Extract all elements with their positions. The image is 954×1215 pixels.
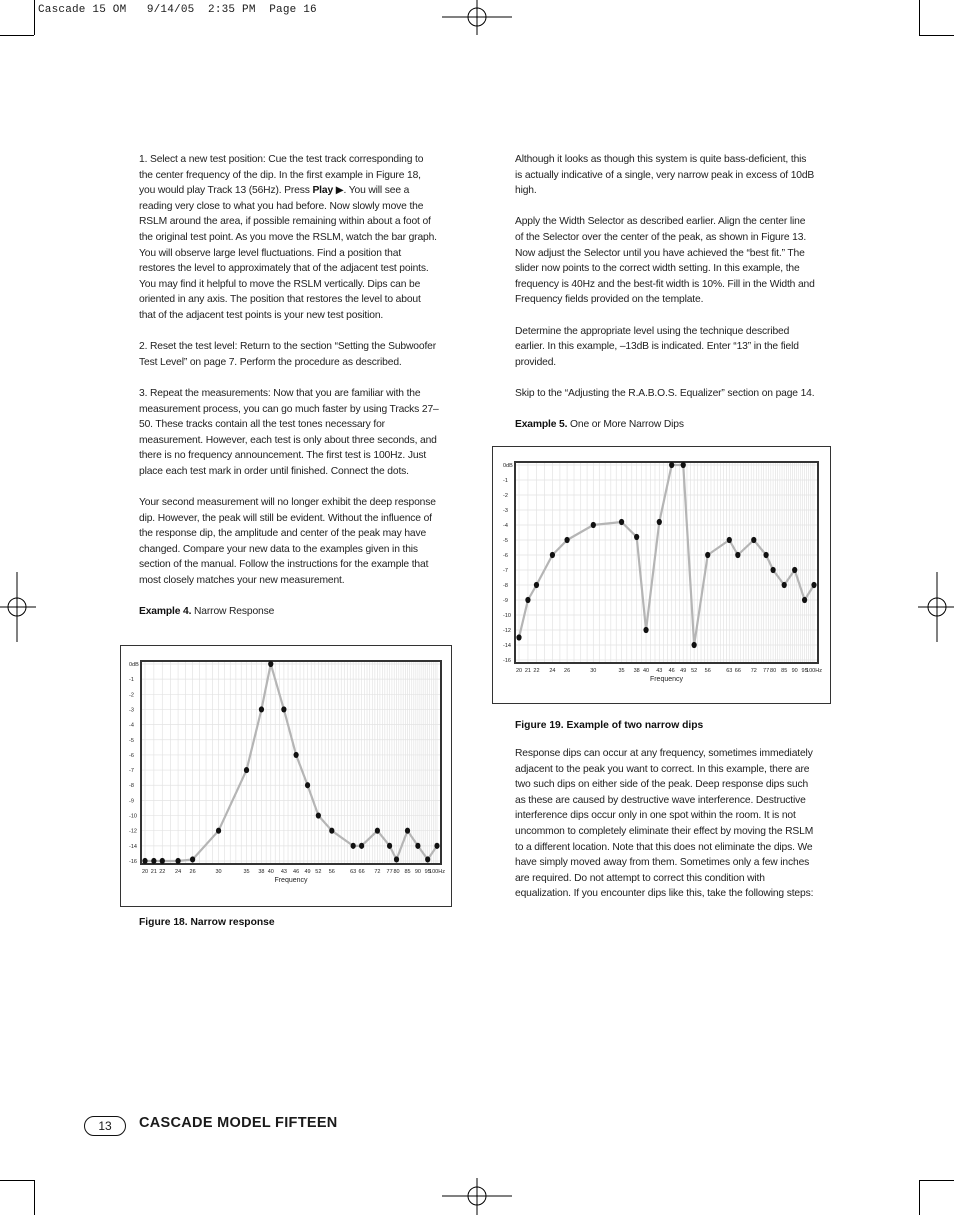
x-tick-label: 22	[159, 869, 166, 875]
data-point	[643, 627, 648, 633]
body-paragraph: Determine the appropriate level using the technique described earlier. In this example, –13dB is indicated. Enter “13” in the field provided.	[515, 325, 799, 368]
y-tick-label: -7	[503, 568, 508, 574]
data-point	[387, 843, 392, 849]
x-tick-label: 40	[642, 668, 650, 674]
x-tick-label: 26	[564, 668, 571, 674]
running-footer-title: CASCADE MODEL FIFTEEN	[139, 1115, 338, 1131]
crop-mark	[919, 35, 954, 36]
x-tick-label: 52	[691, 668, 698, 674]
data-point	[534, 582, 539, 588]
x-tick-label: 43	[280, 869, 287, 875]
crop-mark	[0, 35, 34, 36]
x-tick-label: 52	[315, 869, 322, 875]
data-point	[634, 534, 639, 540]
crop-mark	[919, 1180, 920, 1215]
x-tick-label: 35	[618, 668, 625, 674]
y-tick-label: -16	[129, 859, 137, 865]
print-slug: Cascade 15 OM 9/14/05 2:35 PM Page 16	[38, 4, 317, 16]
data-point	[294, 752, 299, 758]
data-point	[434, 843, 439, 849]
crop-mark	[919, 1180, 954, 1181]
x-tick-label: 22	[533, 668, 540, 674]
x-tick-label: 80	[393, 869, 400, 875]
y-tick-label: 0dB	[503, 463, 513, 469]
data-point	[375, 828, 380, 834]
data-point	[394, 856, 399, 862]
y-tick-label: -10	[503, 613, 511, 619]
body-paragraph: Skip to the “Adjusting the R.A.B.O.S. Equalizer” section on page 14.	[515, 387, 815, 399]
y-tick-label: -10	[129, 813, 137, 820]
y-tick-label: -5	[503, 538, 508, 544]
x-tick-label: 46	[293, 869, 300, 875]
x-tick-label: 66	[358, 869, 365, 875]
y-tick-label: -3	[503, 508, 508, 514]
example-heading: Example 5. One or More Narrow Dips	[515, 419, 684, 431]
data-point	[669, 462, 674, 468]
figure-19-caption: Figure 19. Example of two narrow dips	[515, 720, 704, 731]
figure-19-chart	[492, 446, 831, 704]
data-point	[727, 537, 732, 543]
x-tick-label: 21	[150, 869, 157, 875]
data-point	[811, 582, 816, 588]
y-tick-label: -16	[503, 658, 511, 664]
x-tick-label: 77	[386, 869, 393, 875]
y-tick-label: -14	[129, 843, 137, 850]
data-point	[619, 519, 624, 525]
x-tick-label: 66	[734, 668, 741, 674]
data-point	[516, 634, 521, 640]
y-tick-label: -2	[503, 493, 508, 499]
body-paragraph: Response dips can occur at any frequency, sometimes immediately adjacent to the peak you want to correct. In this example, there are two such dips on either side of the peak. Deep response dips such as these are caused by destructive wave interference. Destructive interference dips occur only in one spot within the room. It is not uncommon to completely eliminate their effect by moving the RSLM to a different location. Note that this does not eliminate the dips. We have simply moved away from them. Sometimes only a few inches are required. Do not attempt to correct this condition with equalization. If you encounter dips like this, take the following steps:	[515, 748, 814, 900]
crop-mark	[34, 1180, 35, 1215]
x-tick-label: 72	[374, 869, 381, 875]
x-tick-label: 95	[424, 869, 431, 875]
figure-18-svg	[121, 646, 451, 906]
data-point	[316, 812, 321, 818]
data-point	[751, 537, 756, 543]
x-tick-label: 30	[590, 668, 597, 674]
right-column-lower	[515, 746, 815, 918]
y-tick-label: -4	[503, 523, 508, 529]
registration-mark-right	[918, 570, 954, 644]
body-paragraph: Although it looks as though this system is quite bass-deficient, this is actually indicative of a single, very narrow peak in excess of 10dB high.	[515, 154, 815, 197]
data-point	[415, 843, 420, 849]
data-point	[281, 706, 286, 712]
data-point	[735, 552, 740, 558]
x-tick-label: 56	[328, 869, 335, 875]
y-tick-label: -1	[503, 478, 508, 484]
x-tick-label: 56	[704, 668, 711, 674]
x-tick-label: 100Hz	[806, 668, 822, 674]
x-tick-label: 80	[770, 668, 777, 674]
y-tick-label: -9	[129, 798, 134, 805]
x-tick-label: 49	[680, 668, 687, 674]
y-tick-label: -7	[129, 768, 134, 775]
x-tick-label: 49	[304, 869, 311, 875]
data-point	[792, 567, 797, 573]
page-number: 13	[84, 1116, 126, 1136]
data-point	[657, 519, 662, 525]
x-tick-label: 30	[215, 869, 222, 875]
x-tick-label: 20	[141, 869, 149, 875]
body-paragraph: Apply the Width Selector as described earlier. Align the center line of the Selector over the center of the peak, as shown in Figure 13. Now adjust the Selector until you have achieved the “best fit.” The slider now points to the correct width setting. In this example, the frequency is 40Hz and the best-fit width is 10%. Fill in the Width and Frequency fields provided on the template.	[515, 216, 815, 306]
x-tick-label: 63	[350, 869, 357, 875]
y-tick-label: -9	[503, 598, 508, 604]
registration-mark-top	[440, 0, 514, 36]
data-point	[142, 858, 147, 864]
y-tick-label: -5	[129, 737, 134, 744]
step-3-paragraph: 3. Repeat the measurements: Now that you are familiar with the measurement process, you can go much faster by using Tracks 27–50. These tracks contain all the test tones necessary for measurement. However, each test is only about three seconds, and there is no frequency announcement. The first test is 100Hz. Just place each test mark in order until finished. Connect the dots.	[139, 387, 439, 477]
y-tick-label: -6	[503, 553, 508, 559]
y-tick-label: -8	[503, 583, 508, 589]
play-label: Play ▶	[312, 185, 344, 197]
y-tick-label: -12	[129, 828, 137, 835]
figure-18-chart	[120, 645, 452, 907]
data-point	[705, 552, 710, 558]
example-heading: Example 4. Narrow Response	[139, 606, 275, 618]
y-tick-label: 0dB	[129, 662, 139, 668]
left-column	[139, 152, 439, 635]
figure-18-caption: Figure 18. Narrow response	[139, 917, 275, 928]
crop-mark	[919, 0, 920, 35]
y-tick-label: -3	[129, 707, 134, 714]
data-point	[564, 537, 569, 543]
x-tick-label: 24	[175, 869, 182, 875]
x-tick-label: 40	[267, 869, 274, 875]
data-point	[681, 462, 686, 468]
x-tick-label: 38	[633, 668, 640, 674]
data-point	[268, 661, 273, 667]
y-tick-label: -2	[129, 692, 134, 699]
x-tick-label: 90	[414, 869, 421, 875]
x-tick-label: 72	[750, 668, 757, 674]
data-point	[175, 858, 180, 864]
crop-mark	[0, 1180, 34, 1181]
figure-19-svg	[493, 447, 830, 703]
x-tick-label: 43	[656, 668, 663, 674]
x-tick-label: 38	[258, 869, 265, 875]
data-point	[216, 828, 221, 834]
data-point	[329, 828, 334, 834]
x-tick-label: 95	[801, 668, 808, 674]
y-tick-label: -1	[129, 677, 134, 684]
data-point	[244, 767, 249, 773]
y-tick-label: -14	[503, 643, 511, 649]
x-tick-label: 77	[763, 668, 770, 674]
y-tick-label: -6	[129, 752, 134, 759]
registration-mark-bottom	[440, 1178, 514, 1215]
step-2-paragraph: 2. Reset the test level: Return to the section “Setting the Subwoofer Test Level” on page 7. Perform the procedure as described.	[139, 341, 437, 368]
x-axis-title: Frequency	[274, 877, 308, 884]
data-point	[405, 828, 410, 834]
crop-mark	[34, 0, 35, 35]
y-tick-label: -8	[129, 783, 134, 790]
data-point	[351, 843, 356, 849]
data-point	[782, 582, 787, 588]
x-tick-label: 90	[791, 668, 798, 674]
data-point	[692, 642, 697, 648]
right-column	[515, 152, 815, 448]
data-point	[770, 567, 775, 573]
step-1-paragraph: 1. Select a new test position: Cue the test track corresponding to the center frequency of the dip. In the first example in Figure 18, you would play Track 13 (56Hz). Press Play ▶. You will see a reading very close to what you had before. Now slowly move the RSLM around the area, if possible remaining within about a foot of the original test point. As you move the RSLM, watch the bar graph. You will observe large level fluctuations. Find a position that restores the level to approximately that of the adjacent test points. You may find it helpful to move the RSLM vertically. Dips can be oriented in any axis. The position that restores the level to about that of the adjacent test points is your new test position.	[139, 154, 437, 321]
x-tick-label: 46	[668, 668, 675, 674]
x-tick-label: 26	[189, 869, 196, 875]
y-tick-label: -4	[129, 722, 134, 729]
body-paragraph: Your second measurement will no longer exhibit the deep response dip. However, the peak will still be evident. Without the influence of the response dip, the amplitude and center of the peak may have changed. Compare your new data to the examples given in this section of the manual. Follow the instructions for the example that most closely matches your new measurement.	[139, 497, 436, 587]
data-point	[305, 782, 310, 788]
data-point	[151, 858, 156, 864]
data-point	[425, 856, 430, 862]
data-point	[763, 552, 768, 558]
data-point	[259, 706, 264, 712]
x-tick-label: 85	[404, 869, 411, 875]
y-tick-label: -12	[503, 628, 511, 634]
data-point	[550, 552, 555, 558]
x-tick-label: 24	[549, 668, 556, 674]
data-point	[591, 522, 596, 528]
data-point	[359, 843, 364, 849]
x-tick-label: 21	[524, 668, 532, 674]
x-tick-label: 85	[781, 668, 788, 674]
data-point	[802, 597, 807, 603]
plot-area	[141, 661, 441, 864]
x-tick-label: 100Hz	[429, 869, 445, 875]
x-tick-label: 63	[726, 668, 733, 674]
data-point	[160, 858, 165, 864]
data-point	[190, 856, 195, 862]
registration-mark-left	[0, 570, 36, 644]
data-point	[525, 597, 530, 603]
x-axis-title: Frequency	[649, 676, 684, 683]
x-tick-label: 20	[515, 668, 523, 674]
x-tick-label: 35	[243, 869, 250, 875]
